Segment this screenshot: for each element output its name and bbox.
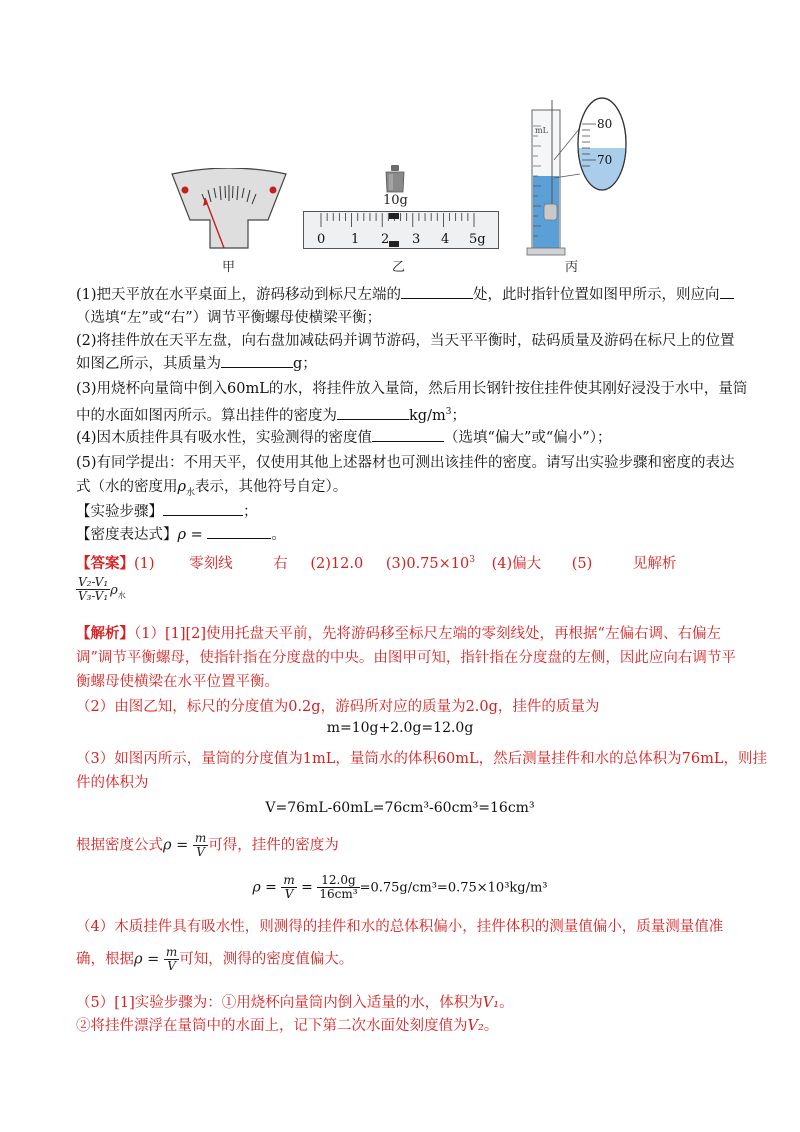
answer-blank-4[interactable]	[337, 405, 409, 420]
analysis-5-line-2: ②将挂件漂浮在量筒中的水面上，记下第二次水面处刻度值为V₂。	[76, 1018, 499, 1034]
analysis-2-equation: m=10g+2.0g=12.0g	[326, 720, 474, 736]
answer-density-fraction: $\frac{\text{V₂-V₁}}{\text{V₃-V₁}}$ $\rho_水$	[78, 575, 126, 603]
analysis-3-density-equation: ρ = $\frac{m}{V}$ = $\frac{12.0g}{\text{16cm³}}$ =0.75g/cm³=0.75×10³kg/m³	[252, 873, 548, 901]
ruler-tick-label-5: 5g	[469, 232, 486, 247]
analysis-5-line-1: （5）[1]实验步骤为：①用烧杯向量筒内倒入适量的水，体积为V₁。	[76, 995, 514, 1011]
experiment-steps-line: 【实验步骤】 ；	[76, 501, 258, 523]
figure-jia-caption: 甲	[222, 260, 236, 275]
question-5-line-2: 式（水的密度用$\rho_水$表示，其他符号自定）。	[76, 479, 348, 498]
analysis-3-line-2: 件的体积为	[76, 775, 149, 791]
ruler-tick-label-2: 2	[381, 232, 390, 247]
analysis-1-line-2: 调”调节平衡螺母，使指针指在分度盘的中央。由图甲可知，指针指在分度盘的左侧，因此应向右调节平	[76, 650, 736, 666]
ruler-tick-label-0: 0	[317, 232, 326, 247]
question-3-line-1: (3)用烧杯向量筒中倒入60mL的水，将挂件放入量筒，然后用长钢针按住挂件使其刚好浸没于水中，量筒	[76, 381, 748, 397]
answer-blank-1[interactable]	[401, 284, 473, 299]
question-2-line-2: 如图乙所示，其质量为 g；	[76, 353, 317, 375]
question-2-line-1: (2)将挂件放在天平左盘，向右盘加减砝码并调节游码，当天平平衡时，砝码质量及游码在标尺上的位置	[76, 333, 735, 349]
figure-yi-weight	[383, 164, 407, 194]
figure-bing-cylinder	[524, 96, 640, 258]
ruler-tick-label-1: 1	[351, 232, 360, 247]
figure-jia-balance-dial	[168, 168, 290, 252]
analysis-3-volume-equation: V=76mL-60mL=76cm³-60cm³=16cm³	[265, 800, 535, 816]
answer-line: 【答案】(1) 零刻线 右 (2)12.0 $(3)0.75\times 10^3$ (4)偏大 (5) 见解析	[76, 554, 677, 572]
analysis-1-line-3: 衡螺母使横梁在水平位置平衡。	[76, 674, 279, 690]
analysis-2: （2）由图乙知，标尺的分度值为0.2g，游码所对应的质量为2.0g，挂件的质量为	[76, 699, 600, 715]
figure-bing-zoom-label-70: 70	[597, 153, 613, 167]
question-1-line-1: (1)把天平放在水平桌面上，游码移动到标尺左端的 处，此时指针位置如图甲所示，则应向	[76, 284, 734, 306]
figure-bing-caption: 丙	[565, 260, 579, 275]
question-1-line-2: （选填“左”或“右”）调节平衡螺母使横梁平衡；	[76, 310, 382, 326]
ruler-tick-label-4: 4	[441, 232, 450, 247]
question-4: (4)因木质挂件具有吸水性，实验测得的密度值 （选填“偏大”或“偏小”）；	[76, 427, 611, 449]
answer-blank-6[interactable]	[163, 501, 243, 516]
figure-yi-weight-label: 10g	[383, 193, 408, 208]
answer-blank-3[interactable]	[221, 353, 293, 368]
figure-yi-ruler-numbers	[303, 232, 499, 248]
density-expression-line: 【密度表达式】ρ = 。	[76, 524, 286, 546]
figure-yi-caption: 乙	[392, 260, 406, 275]
analysis-1-line-1: 【解析】（1）[1][2]使用托盘天平前，先将游码移至标尺左端的零刻线处，再根据“左偏右调、右偏左	[76, 625, 721, 642]
ruler-tick-label-3: 3	[412, 232, 421, 247]
answer-blank-7[interactable]	[207, 524, 271, 539]
analysis-3-density-formula: 根据密度公式ρ = $\frac{m}{V}$ 可得，挂件的密度为	[76, 831, 339, 859]
question-5-line-1: (5)有同学提出：不用天平，仅使用其他上述器材也可测出该挂件的密度。请写出实验步骤和密度的表达	[76, 455, 735, 471]
question-3-line-2: 中的水面如图丙所示。算出挂件的密度为 $kg/m^3$；	[76, 401, 466, 427]
answer-blank-5[interactable]	[372, 427, 444, 442]
analysis-3-line-1: （3）如图丙所示，量筒的分度值为1mL，量筒水的体积60mL，然后测量挂件和水的总体积为76mL，则挂	[76, 751, 767, 767]
analysis-4-line-2: 确，根据ρ = $\frac{m}{V}$ 可知，测得的密度值偏大。	[76, 945, 354, 973]
figure-bing-zoom-label-80: 80	[597, 117, 613, 131]
analysis-4-line-1: （4）木质挂件具有吸水性，则测得的挂件和水的总体积偏小，挂件体积的测量值偏小，质量测量值准	[76, 919, 724, 935]
figure-bing-unit: mL	[535, 126, 548, 135]
answer-blank-2[interactable]	[720, 284, 734, 299]
